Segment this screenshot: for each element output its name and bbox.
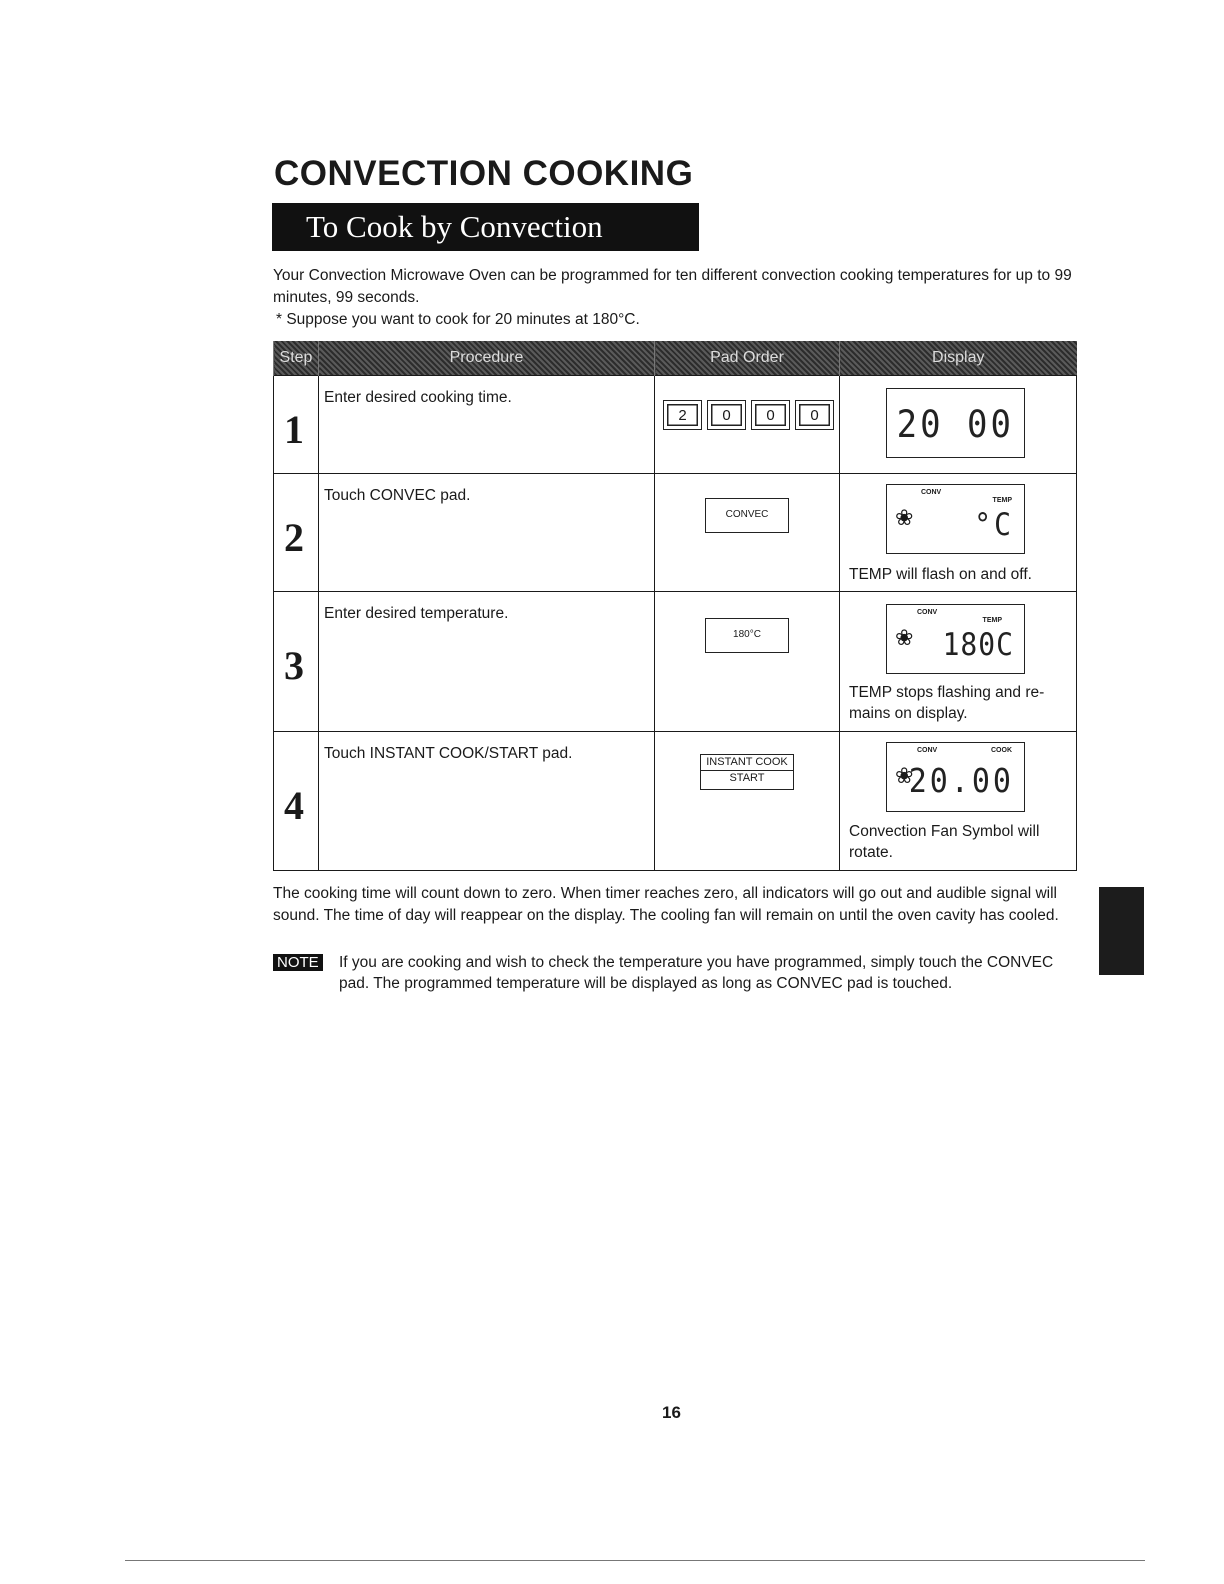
- cook-indicator: COOK: [991, 747, 1012, 754]
- procedure-text: Touch INSTANT COOK/START pad.: [324, 745, 573, 762]
- header-procedure: Procedure: [319, 341, 655, 376]
- display-note: Convection Fan Symbol will rotate.: [849, 823, 1040, 861]
- header-display: Display: [840, 341, 1077, 376]
- intro-paragraph: Your Convection Microwave Oven can be programmed for ten different convection cooking temperatures for up to 99 minutes, 99 seconds.: [273, 267, 1072, 306]
- step-number: 3: [284, 643, 304, 688]
- conv-indicator: CONV: [917, 609, 938, 616]
- lcd-readout: 20 00: [896, 403, 1014, 447]
- table-row: [274, 474, 1077, 592]
- section-banner: To Cook by Convection: [272, 203, 699, 251]
- digit-key: 2: [663, 400, 702, 430]
- conv-indicator: CONV: [917, 747, 938, 754]
- note-block: [273, 952, 1076, 994]
- digit-key: 0: [751, 400, 790, 430]
- lcd-readout: °C: [974, 506, 1014, 543]
- pad-line: INSTANT COOK: [701, 755, 793, 771]
- lcd-readout: 180C: [942, 626, 1014, 663]
- table-row: [274, 376, 1077, 474]
- procedure-text: Enter desired temperature.: [324, 605, 509, 622]
- side-tab-marker: [1099, 887, 1144, 975]
- header-pad-order: Pad Order: [655, 341, 840, 376]
- step-number: 2: [284, 515, 304, 560]
- lcd-display: [886, 388, 1025, 458]
- procedure-text: Enter desired cooking time.: [324, 389, 512, 406]
- lcd-readout: 20.00: [908, 762, 1014, 801]
- convec-pad: CONVEC: [705, 498, 789, 533]
- header-step: Step: [274, 341, 319, 376]
- display-note: TEMP stops flashing and re-mains on display.: [849, 684, 1045, 722]
- digit-key: 0: [795, 400, 834, 430]
- lcd-display: [886, 742, 1025, 812]
- table-row: [274, 732, 1077, 871]
- temp-indicator: TEMP: [982, 617, 1002, 624]
- procedure-text: Touch CONVEC pad.: [324, 487, 471, 504]
- step-number: 4: [284, 783, 304, 828]
- fan-icon: ❀: [895, 625, 914, 650]
- page-number: 16: [662, 1403, 681, 1422]
- lcd-display: [886, 604, 1025, 674]
- pad-line: START: [729, 772, 765, 784]
- temperature-pad: 180°C: [705, 618, 789, 653]
- display-note: TEMP will flash on and off.: [849, 566, 1032, 583]
- fan-icon: ❀: [895, 505, 914, 530]
- conv-indicator: CONV: [921, 489, 942, 496]
- lcd-display: [886, 484, 1025, 554]
- fan-icon: ❀: [895, 763, 914, 788]
- digit-keys: [663, 400, 834, 430]
- table-row: [274, 592, 1077, 732]
- temp-indicator: TEMP: [992, 497, 1012, 504]
- after-paragraph: The cooking time will count down to zero. When timer reaches zero, all indicators will go out and audible signal will sound. The time of day will reappear on the display. The cooling fan will remain on until the oven cavity has cooled.: [273, 885, 1059, 924]
- bottom-rule: [125, 1560, 1145, 1561]
- note-text: If you are cooking and wish to check the temperature you have programmed, simply touch the CONVEC pad. The programmed temperature will be displayed as long as CONVEC pad is touched.: [339, 954, 1054, 992]
- note-badge: NOTE: [273, 954, 323, 971]
- digit-key: 0: [707, 400, 746, 430]
- instant-cook-start-pad: [700, 754, 794, 790]
- step-number: 1: [284, 407, 304, 452]
- steps-table: [273, 341, 1077, 871]
- page-title: CONVECTION COOKING: [274, 154, 694, 193]
- example-line: * Suppose you want to cook for 20 minutes at 180°C.: [276, 311, 640, 328]
